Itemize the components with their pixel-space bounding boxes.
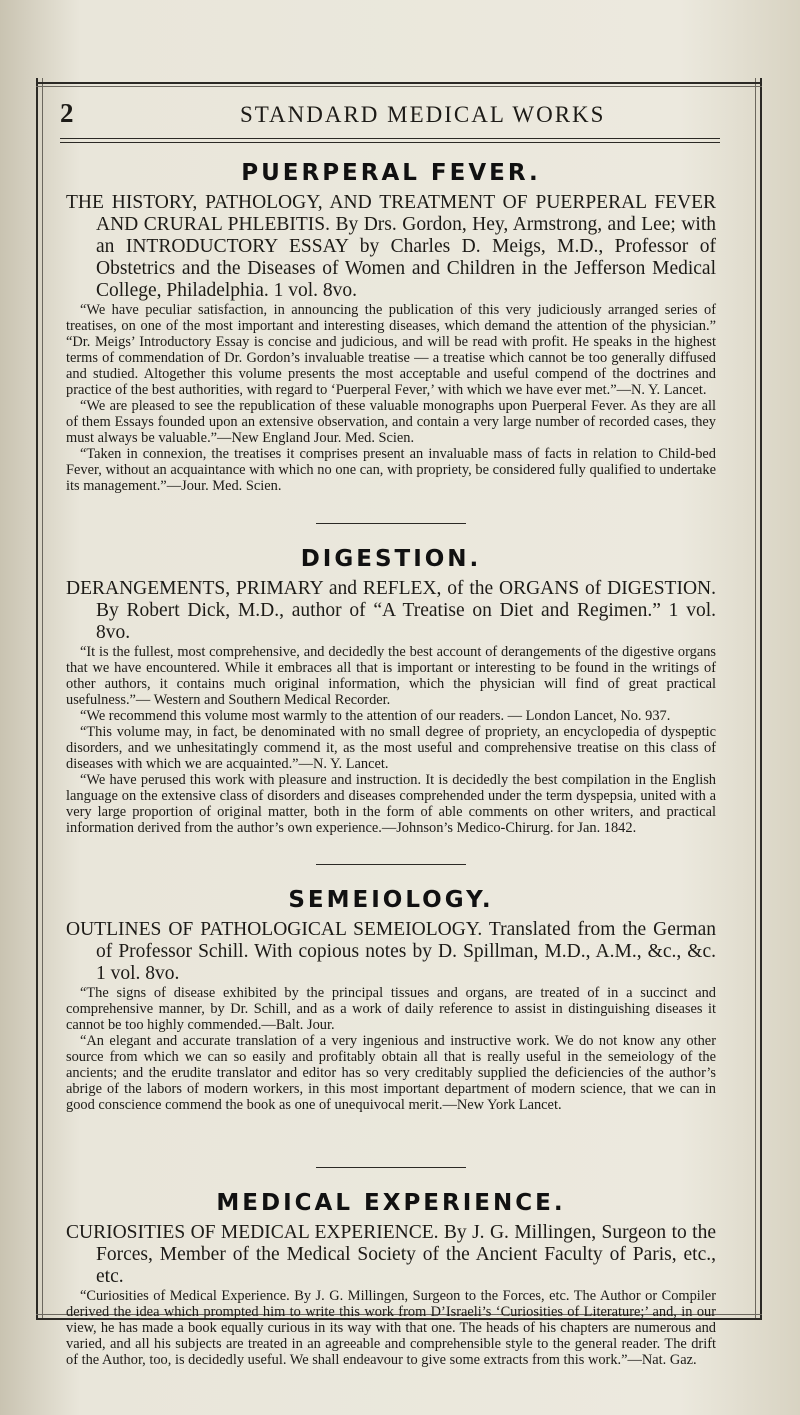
- section-heading: PUERPERAL FEVER.: [241, 160, 541, 186]
- page-content: [66, 160, 716, 1368]
- section-semeiology: [66, 887, 716, 1149]
- review-quote: “It is the fullest, most comprehensive, and decidedly the best account of derangements of the digestive organs that we have encountered. While it embraces all that is important or interesting to be found in the writings of other authors, it contains much original information, which the physician will find of great practical usefulness.”— Western and Southern Medical Recorder.: [66, 644, 716, 708]
- page-number: 2: [60, 98, 74, 128]
- book-title: DERANGEMENTS, PRIMARY and REFLEX, of the ORGANS of DIGESTION. By Robert Dick, M.D., author of “A Treatise on Diet and Regimen.” 1 vol. 8vo.: [66, 578, 716, 643]
- review-quote: “We have perused this work with pleasure and instruction. It is decidedly the best compilation in the English language on the extensive class of disorders and diseases comprehended under the term dyspepsia, united with a very large proportion of original matter, both in the form of able comments on other writers, and practical information derived from the author’s own experience.—Johnson’s Medico-Chirurg. for Jan. 1842.: [66, 772, 716, 836]
- top-border-rule-inner: [36, 86, 762, 87]
- review-quote: “An elegant and accurate translation of a very ingenious and instructive work. We do not know any other source from which we can so easily and profitably obtain all that is really useful in the semeiology of the ancients; and the erudite translator and editor has so very creditably supplied the deficiencies of the author’s abrige of the labors of modern workers, in this most important department of modern science, that we can in good conscience commend the book as one of unequivocal merit.—New York Lancet.: [66, 1033, 716, 1113]
- review-quote: “We recommend this volume most warmly to the attention of our readers. — London Lancet, No. 937.: [80, 708, 671, 724]
- top-border-rule: [36, 82, 762, 84]
- header-rule-second: [60, 142, 720, 143]
- section-divider: [316, 1167, 466, 1168]
- section-divider: [316, 523, 466, 524]
- review-quote: “We have peculiar satisfaction, in announcing the publication of this very judiciously arranged series of treatises, on one of the most important and interesting diseases, which demand the attention of the physician.” “Dr. Meigs’ Introductory Essay is concise and judicious, and will be read with profit. He speaks in the highest terms of commendation of Dr. Gordon’s invaluable treatise — a treatise which cannot be too generally diffused and studied. Altogether this volume presents the most acceptable and useful compend of the doctrines and practice of the best authorities, with regard to ‘Puerperal Fever,’ with which we have ever met.”—N. Y. Lancet.: [66, 302, 716, 398]
- header-rule: [60, 138, 720, 139]
- section-heading: DIGESTION.: [300, 546, 482, 572]
- section-heading: SEMEIOLOGY.: [288, 887, 494, 913]
- book-title: OUTLINES OF PATHOLOGICAL SEMEIOLOGY. Translated from the German of Professor Schill. With copious notes by D. Spillman, M.D., A.M., &c., &c. 1 vol. 8vo.: [66, 919, 716, 984]
- section-digestion: [66, 546, 716, 846]
- book-title: THE HISTORY, PATHOLOGY, AND TREATMENT OF PUERPERAL FEVER AND CRURAL PHLEBITIS. By Drs. Gordon, Hey, Armstrong, and Lee; with an INTRODUCTORY ESSAY by Charles D. Meigs, M.D., Professor of Obstetrics and the Diseases of Women and Children in the Jefferson Medical College, Philadelphia. 1 vol. 8vo.: [66, 192, 716, 301]
- section-heading: MEDICAL EXPERIENCE.: [216, 1190, 566, 1216]
- review-quote: “The signs of disease exhibited by the principal tissues and organs, are treated of in a succinct and comprehensive manner, by Dr. Schill, and as a work of daily reference to assist in distinguishing diseases it cannot be too highly commended.—Balt. Jour.: [66, 985, 716, 1033]
- section-puerperal-fever: [66, 160, 716, 505]
- section-divider: [316, 864, 466, 865]
- review-quote: “Taken in connexion, the treatises it comprises present an invaluable mass of facts in relation to Child-bed Fever, without an acquaintance with which no one can, with propriety, be considered fully qualified to undertake its management.”—Jour. Med. Scien.: [66, 446, 716, 494]
- review-quote: “This volume may, in fact, be denominated with no small degree of propriety, an encyclopedia of dyspeptic disorders, and we unhesitatingly commend it, as the most useful and comprehensive treatise on this class of diseases with which we are acquainted.”—N. Y. Lancet.: [66, 724, 716, 772]
- section-medical-experience: [66, 1190, 716, 1368]
- review-quote: “Curiosities of Medical Experience. By J. G. Millingen, Surgeon to the Forces, etc. The Author or Compiler derived the idea which prompted him to write this work from D’Israeli’s ‘Curiosities of Literature;’ and, in our view, he has made a book equally curious in its way with that one. The heads of his chapters are numerous and varied, and all his subjects are treated in an agreeable and comprehensible style to the general reader. The drift of the Author, too, is decidedly useful. We shall endeavour to give some extracts from this work.”—Nat. Gaz.: [66, 1288, 716, 1368]
- book-title: CURIOSITIES OF MEDICAL EXPERIENCE. By J. G. Millingen, Surgeon to the Forces, Member of the Medical Society of the Ancient Faculty of Paris, etc., etc.: [66, 1222, 716, 1287]
- running-head: STANDARD MEDICAL WORKS: [240, 102, 606, 127]
- review-quote: “We are pleased to see the republication of these valuable monographs upon Puerperal Fever. As they are all of them Essays founded upon an extensive observation, and contain a very large number of recorded cases, they must always be valuable.”—New England Jour. Med. Scien.: [66, 398, 716, 446]
- page-header: [60, 98, 720, 128]
